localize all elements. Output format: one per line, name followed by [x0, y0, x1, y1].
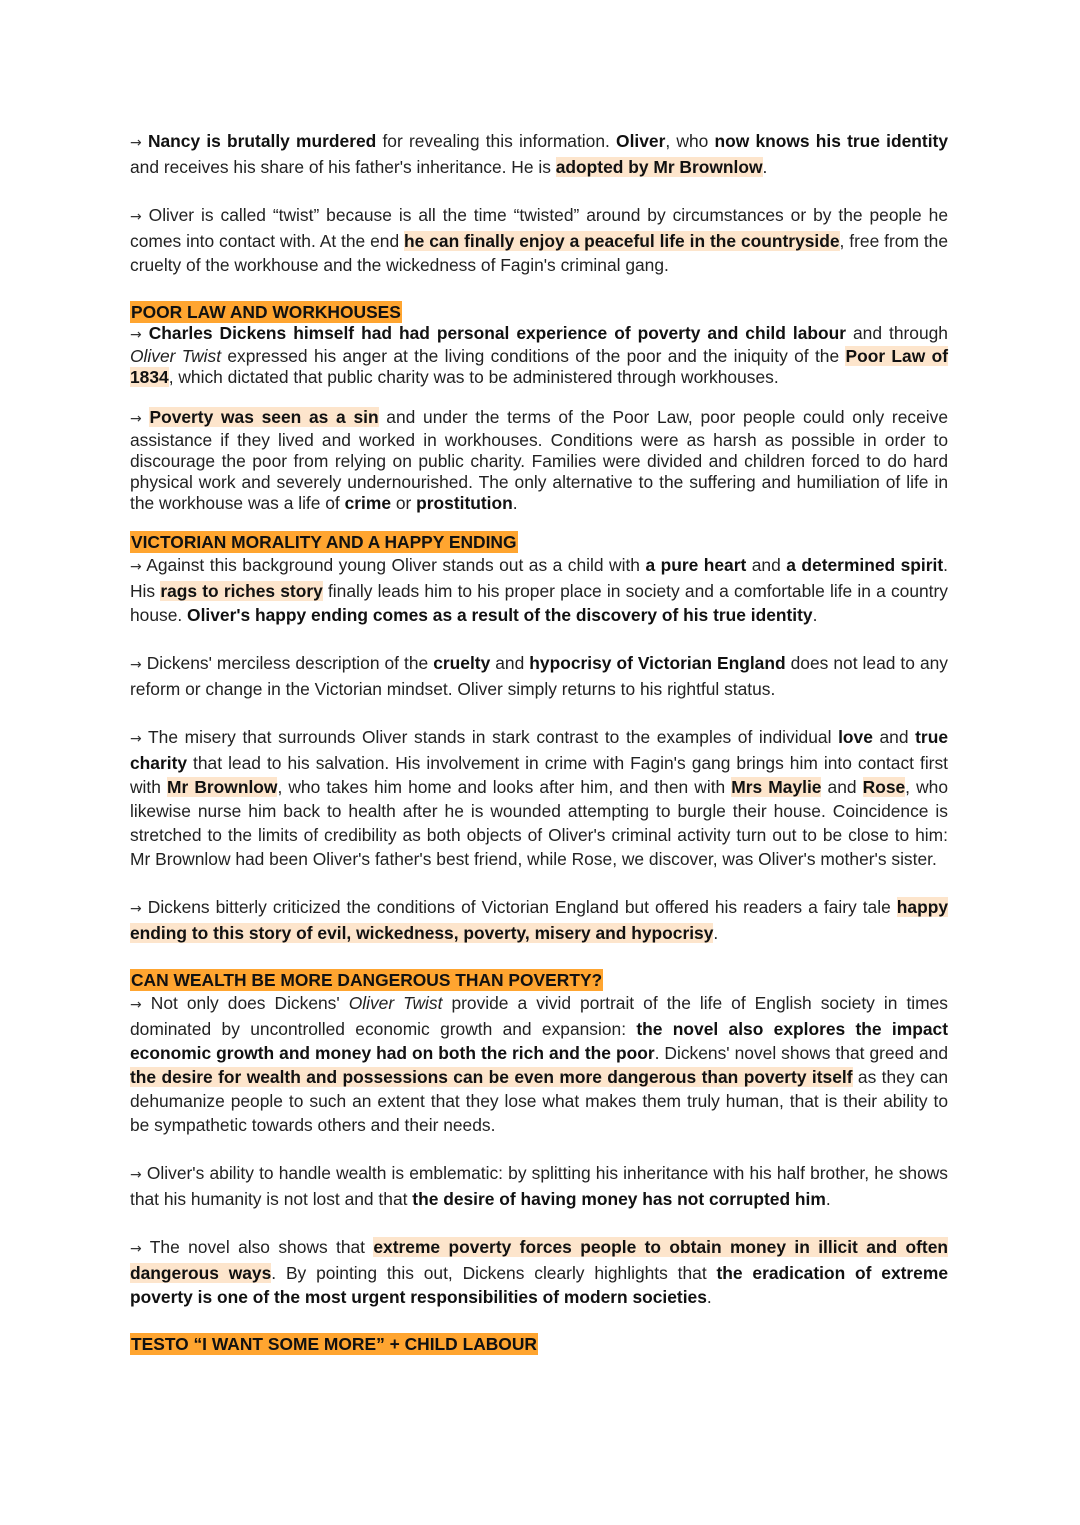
heading-testo: TESTO “I WANT SOME MORE” + CHILD LABOUR — [131, 1334, 537, 1354]
document-page — [130, 129, 948, 1355]
paragraph-fairy-tale: → Dickens bitterly criticized the conditions of Victorian England but offered his readers a fairy tale happy ending to this story of evil, wickedness, poverty, misery and hypocrisy. — [130, 897, 948, 943]
heading-poor-law: POOR LAW AND WORKHOUSES — [131, 302, 401, 322]
paragraph-poverty-sin: → Poverty was seen as a sin and under the terms of the Poor Law, poor people could only receive assistance if they lived and worked in workhouses. Conditions were as harsh as possible in order to discourage the poor from relying on public charity. Families were divided and children forced to do hard physical work and severely undernourished. The only alternative to the suffering and humiliation of life in the workhouse was a life of crime or prostitution. — [130, 407, 948, 513]
arrow-icon: → — [130, 1241, 142, 1257]
heading-victorian-morality: VICTORIAN MORALITY AND A HAPPY ENDING — [131, 532, 517, 552]
paragraph-vivid-portrait: → Not only does Dickens' Oliver Twist provide a vivid portrait of the life of English society in times dominated by uncontrolled economic growth and expansion: the novel also explores the impact economic growth and money had on both the rich and the poor. Dickens' novel shows that greed and the desire for wealth and possessions can be even more dangerous than poverty itself as they can dehumanize people to such an extent that they lose what makes them truly human, that is their ability to be sympathetic towards others and their needs. — [130, 993, 948, 1135]
paragraph-misery-contrast: → The misery that surrounds Oliver stands in stark contrast to the examples of individual love and true charity that lead to his salvation. His involvement in crime with Fagin's gang brings him into contact first with Mr Brownlow, who takes him home and looks after him, and then with Mrs Maylie and Rose, who likewise nurse him back to health after he is wounded attempting to burgle their house. Coincidence is stretched to the limits of credibility as both objects of Oliver's criminal activity turn out to be close to him: Mr Brownlow had been Oliver's father's best friend, while Rose, we discover, was Oliver's mother's sister. — [130, 727, 948, 869]
paragraph-handle-wealth: → Oliver's ability to handle wealth is emblematic: by splitting his inheritance with his half brother, he shows that his humanity is not lost and that the desire of having money has not corrupted him. — [130, 1163, 948, 1209]
arrow-icon: → — [130, 997, 142, 1013]
paragraph-merciless-description: → Dickens' merciless description of the cruelty and hypocrisy of Victorian England does not lead to any reform or change in the Victorian mindset. Oliver simply returns to his rightful status. — [130, 653, 948, 699]
paragraph-extreme-poverty: → The novel also shows that extreme poverty forces people to obtain money in illicit and often dangerous ways. By pointing this out, Dickens clearly highlights that the eradication of extreme poverty is one of the most urgent responsibilities of modern societies. — [130, 1237, 948, 1307]
arrow-icon: → — [130, 327, 142, 343]
paragraph-pure-heart: → Against this background young Oliver stands out as a child with a pure heart and a determined spirit. His rags to riches story finally leads him to his proper place in society and a comfortable life in a country house. Oliver's happy ending comes as a result of the discovery of his true identity. — [130, 555, 948, 625]
paragraph-twist: → Oliver is called “twist” because is all the time “twisted” around by circumstances or by the people he comes into contact with. At the end he can finally enjoy a peaceful life in the countryside, free from the cruelty of the workhouse and the wickedness of Fagin's criminal gang. — [130, 205, 948, 275]
heading-wealth-poverty: CAN WEALTH BE MORE DANGEROUS THAN POVERTY? — [131, 970, 603, 990]
paragraph-dickens-experience: → Charles Dickens himself had had personal experience of poverty and child labour and through Oliver Twist expressed his anger at the living conditions of the poor and the iniquity of the Poor Law of 1834, which dictated that public charity was to be administered through workhouses. — [130, 323, 949, 387]
arrow-icon: → — [130, 901, 142, 917]
paragraph-nancy: → Nancy is brutally murdered for revealing this information. Oliver, who now knows his true identity and receives his share of his father's inheritance. He is adopted by Mr Brownlow. — [130, 131, 948, 177]
arrow-icon: → — [130, 1167, 142, 1183]
arrow-icon: → — [130, 657, 142, 673]
arrow-icon: → — [130, 209, 142, 225]
arrow-icon: → — [130, 731, 142, 747]
arrow-icon: → — [130, 559, 142, 575]
arrow-icon: → — [130, 411, 142, 427]
arrow-icon: → — [130, 135, 142, 151]
